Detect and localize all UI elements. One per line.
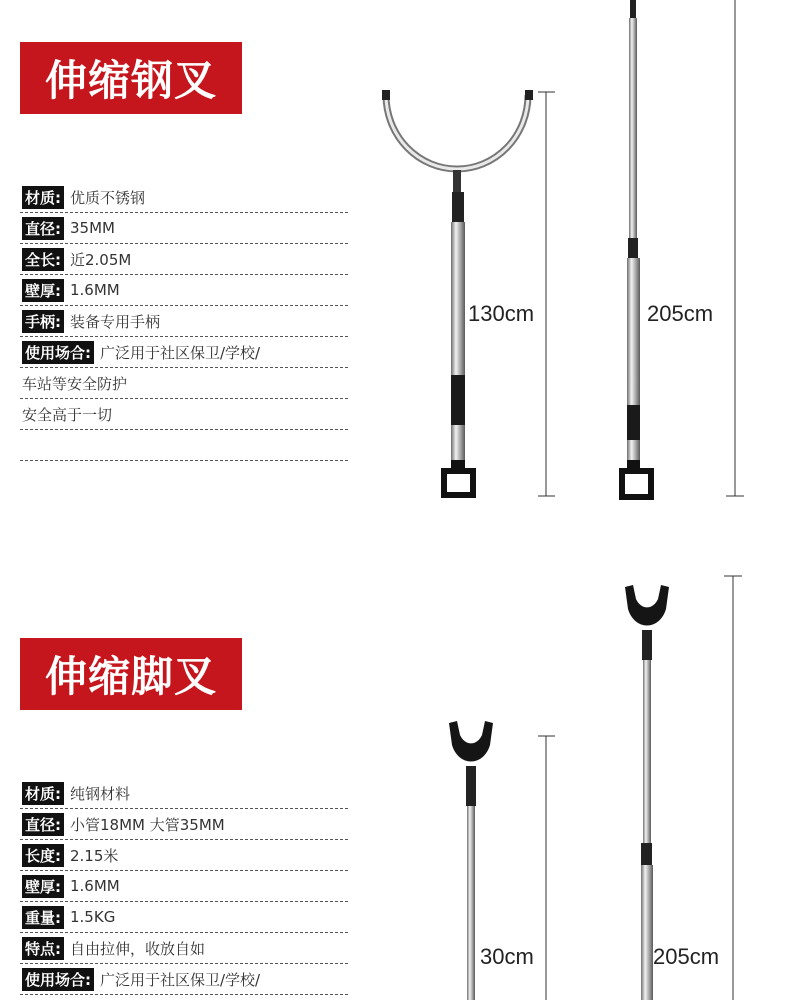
spec-label: 使用场合: xyxy=(22,968,94,991)
foot-fork-illustration xyxy=(0,560,790,1000)
spec-value: 自由拉伸，收放自如 xyxy=(70,939,206,958)
spec-label: 直径: xyxy=(22,813,64,836)
measure-line-short xyxy=(538,736,555,1000)
spec-value: 纯钢材料 xyxy=(70,784,131,803)
spec-value: 1.6MM xyxy=(70,877,120,895)
spec-label: 重量: xyxy=(22,906,64,929)
spec-value: 2.15米 xyxy=(70,846,119,865)
spec-label: 长度: xyxy=(22,844,64,867)
spec-label: 直径: xyxy=(22,217,64,240)
section-title: 伸缩脚叉 xyxy=(44,652,217,701)
foot-fork-long-image xyxy=(625,585,669,1000)
measure-line-short xyxy=(538,92,555,496)
spec-value: 广泛用于社区保卫/学校/ xyxy=(100,343,261,362)
spec-label: 特点: xyxy=(22,937,64,960)
steel-fork-short-image xyxy=(382,90,533,498)
measure-line-long xyxy=(724,576,742,1000)
measure-label-short: 130cm xyxy=(468,301,535,326)
spec-value: 1.6MM xyxy=(70,281,120,299)
spec-label: 壁厚: xyxy=(22,279,64,302)
spec-label: 手柄: xyxy=(22,310,64,333)
spec-value: 优质不锈钢 xyxy=(70,188,146,207)
spec-extra-line: 车站等安全防护 xyxy=(22,374,128,393)
steel-fork-long-image xyxy=(619,0,654,500)
spec-label: 壁厚: xyxy=(22,875,64,898)
spec-value: 小管18MM 大管35MM xyxy=(70,815,225,834)
spec-value: 近2.05M xyxy=(70,250,132,269)
measure-label-long: 205cm xyxy=(647,301,714,326)
spec-value: 广泛用于社区保卫/学校/ xyxy=(100,970,261,989)
section-title: 伸缩钢叉 xyxy=(44,56,217,105)
spec-label: 材质: xyxy=(22,782,64,805)
spec-label: 材质: xyxy=(22,186,64,209)
measure-line-long xyxy=(726,0,744,496)
spec-value: 35MM xyxy=(70,219,115,237)
spec-label: 全长: xyxy=(22,248,64,271)
spec-value: 1.5KG xyxy=(70,908,116,926)
spec-extra-line: 安全高于一切 xyxy=(22,405,113,424)
measure-label-short: 30cm xyxy=(480,944,534,969)
spec-label: 使用场合: xyxy=(22,341,94,364)
measure-label-long: 205cm xyxy=(653,944,720,969)
section-foot-fork xyxy=(0,560,790,1000)
spec-value: 装备专用手柄 xyxy=(70,312,161,331)
